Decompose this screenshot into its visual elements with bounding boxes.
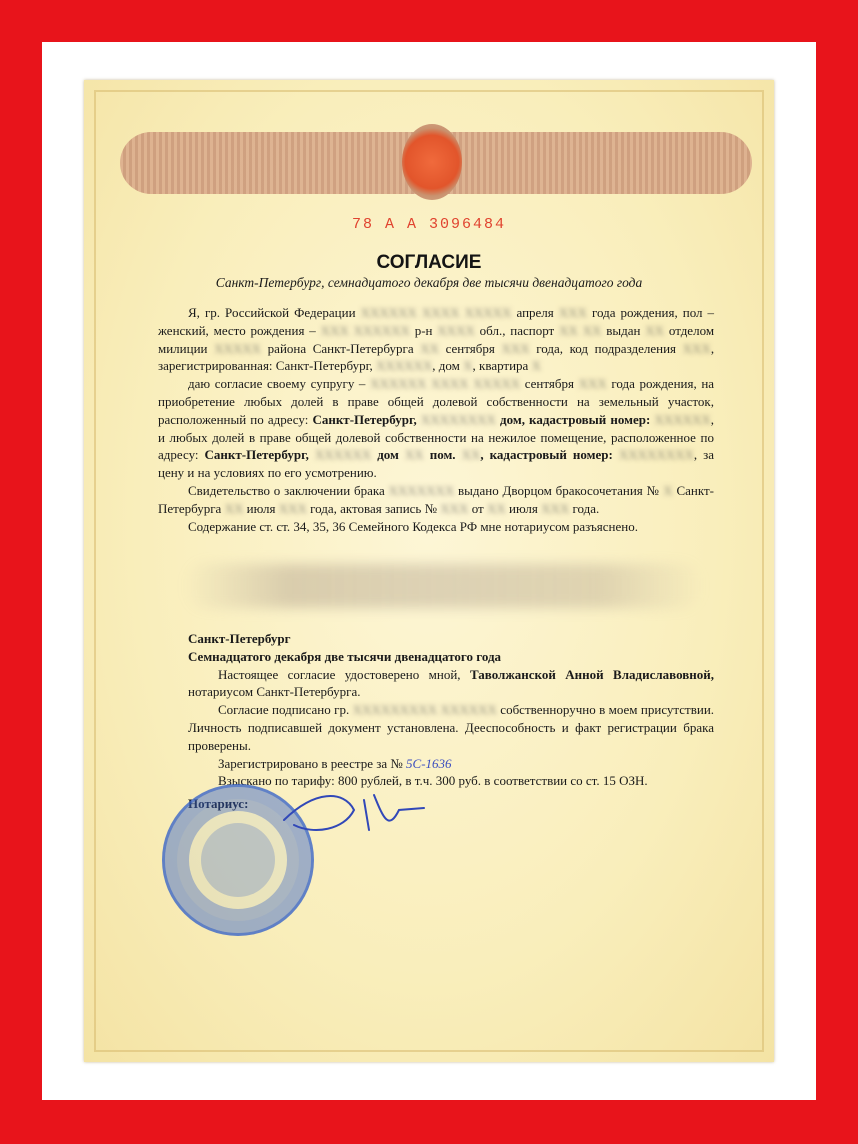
notary-certified: Настоящее согласие удостоверено мной, Таволжанской Анной Владиславовной, нотариусом Санкт-Петербурга. (188, 666, 715, 700)
notary-fee: Взыскано по тарифу: 800 рублей, в т.ч. 300 руб. в соответствии со ст. 15 ОЗН. (218, 773, 648, 789)
coat-of-arms-emblem-icon (402, 124, 462, 200)
notary-registry: Зарегистрировано в реестре за № 5С-1636 (218, 755, 452, 771)
registry-number-handwritten: 5С-1636 (406, 755, 452, 771)
notary-date: Семнадцатого декабря две тысячи двенадцатого года (188, 648, 502, 664)
paragraph-marriage-certificate: Свидетельство о заключении брака ХХХХХХХ выдано Дворцом бракосочетания № Х Санкт-Петербурга ХХ июля ХХХ года, актовая запись № ХХХ от ХХ июля ХХХ года. (158, 482, 714, 516)
paragraph-consent: даю согласие своему супругу – ХХХХХХ ХХХХ ХХХХХ сентября ХХХ года рождения, на приобретение любых долей в праве общей долевой собственности на земельный участок, расположенный по адресу: Санкт-Петербург, ХХХХХХХХ дом, кадастровый номер: ХХХХХХ, и любых долей в праве общей долевой собственности на нежилое помещение, расположенное по адресу: Санкт-Петербург, ХХХХХХ дом ХХ пом. ХХ, кадастровый номер: ХХХХХХХХ, за цену и на условиях по его усмотрению. (158, 376, 715, 481)
consent-body (158, 304, 714, 535)
notary-city: Санкт-Петербург (188, 631, 291, 646)
notary-label: Нотариус: (188, 796, 249, 811)
paragraph-family-code: Содержание ст. ст. 34, 35, 36 Семейного Кодекса РФ мне нотариусом разъяснено. (188, 518, 638, 534)
serial-number: 78 А А 3096484 (351, 216, 507, 233)
notarial-paper (84, 80, 774, 1062)
notary-certification (188, 630, 714, 790)
paragraph-personal-data: Я, гр. Российской Федерации ХХХХХХ ХХХХ ХХХХХ апреля ХХХ года рождения, пол – женский, место рождения – ХХХ ХХХХХХ р-н ХХХХ обл., паспорт ХХ ХХ выдан ХХ отделом милиции ХХХХХ района Санкт-Петербурга ХХ сентября ХХХ года, код подразделения ХХХ, зарегистрированная: Санкт-Петербург, ХХХХХХ, дом Х, квартира Х (158, 305, 715, 374)
seal-eagle-icon (201, 823, 275, 897)
notary-signed: Согласие подписано гр. ХХХХХХХХХ ХХХХХХ собственноручно в моем присутствии. Личность подписавшей документ установлена. Дееспособность и факт регистрации брака проверены. (188, 702, 715, 753)
document-subtitle: Санкт-Петербург, семнадцатого декабря две тысячи двенадцатого года (215, 275, 643, 290)
document-title: СОГЛАСИЕ (376, 252, 482, 273)
notary-signature-icon (274, 780, 454, 860)
signer-signature-blurred (184, 564, 704, 608)
